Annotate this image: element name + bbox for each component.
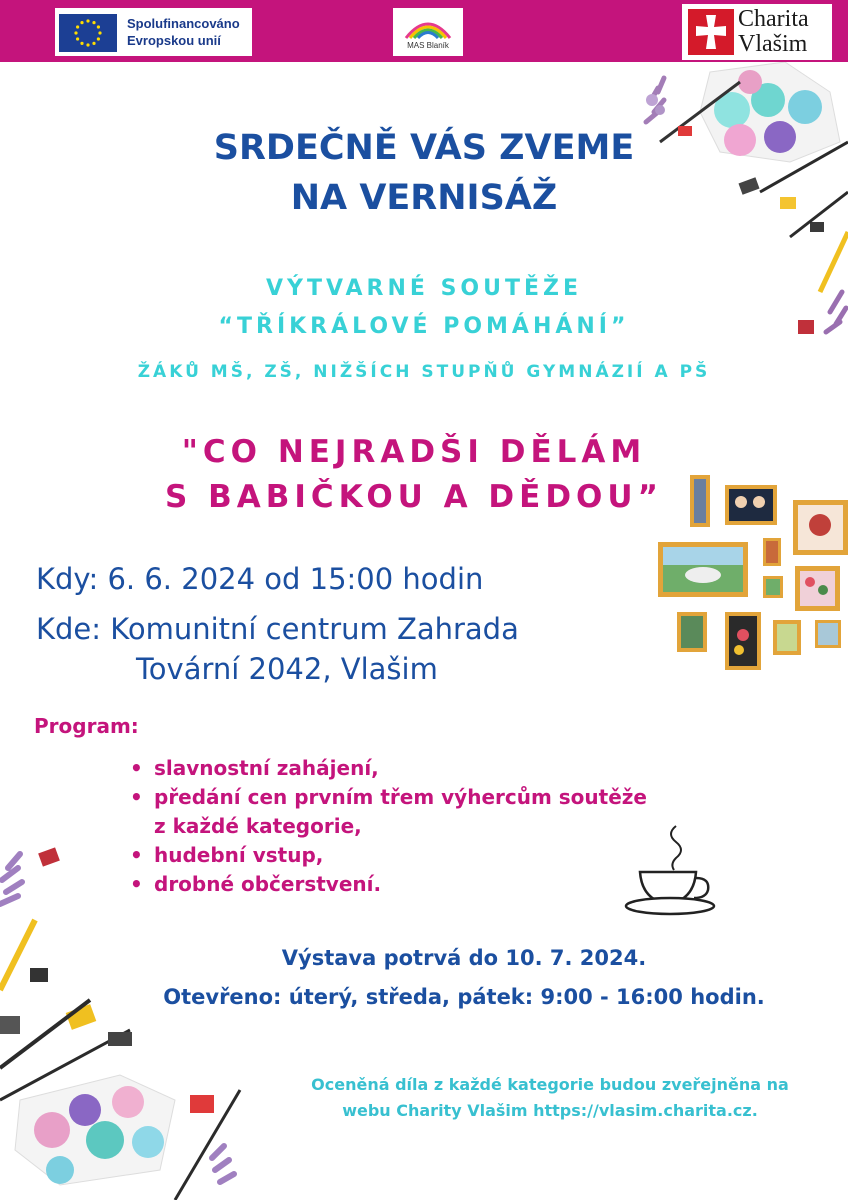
charita-cross-icon bbox=[688, 9, 734, 55]
program-title: Program: bbox=[34, 714, 139, 738]
eu-logo bbox=[55, 8, 252, 56]
note-line1: Oceněná díla z každé kategorie budou zveřejněna na bbox=[311, 1075, 789, 1094]
event-address: Tovární 2042, Vlašim bbox=[136, 652, 438, 686]
charita-text-line1: Charita bbox=[738, 6, 809, 32]
bullet: • bbox=[130, 756, 143, 780]
bullet: • bbox=[130, 785, 143, 809]
event-where: Kde: Komunitní centrum Zahrada bbox=[36, 612, 519, 646]
publication-note bbox=[270, 1072, 830, 1124]
event-when: Kdy: 6. 6. 2024 od 15:00 hodin bbox=[36, 562, 484, 596]
contest-line3: ŽÁKŮ MŠ, ZŠ, NIŽŠÍCH STUPŇŮ GYMNÁZIÍ A PŠ bbox=[137, 362, 711, 382]
invitation-line2: NA VERNISÁŽ bbox=[290, 178, 558, 218]
program-item-continuation: z každé kategorie, bbox=[154, 814, 362, 838]
invitation-heading bbox=[0, 123, 848, 223]
rainbow-icon bbox=[403, 14, 453, 40]
list-item bbox=[130, 841, 647, 870]
list-item bbox=[130, 783, 647, 841]
contest-line2: “TŘÍKRÁLOVÉ POMÁHÁNÍ” bbox=[218, 314, 630, 339]
program-item-text: slavnostní zahájení, bbox=[154, 756, 379, 780]
mas-label: MAS Blaník bbox=[407, 41, 449, 50]
exhibition-hours: Otevřeno: úterý, středa, pátek: 9:00 - 16:00 hodin. bbox=[163, 985, 765, 1009]
list-item bbox=[130, 870, 647, 899]
theme-line2: S BABIČKOU A DĚDOU” bbox=[165, 479, 663, 515]
charita-text-line2: Vlašim bbox=[738, 31, 808, 57]
program-item-text: předání cen prvním třem výhercům soutěže bbox=[154, 785, 647, 809]
charita-logo bbox=[682, 4, 832, 60]
invitation-line1: SRDEČNĚ VÁS ZVEME bbox=[213, 128, 635, 168]
mas-blanik-logo bbox=[393, 8, 463, 56]
note-line2: webu Charity Vlašim https://vlasim.charita.cz. bbox=[342, 1101, 758, 1120]
eu-flag-icon bbox=[59, 14, 117, 52]
eu-text-line2: Evropskou unií bbox=[127, 33, 221, 48]
bullet: • bbox=[130, 843, 143, 867]
top-banner bbox=[0, 0, 848, 62]
eu-text-line1: Spolufinancováno bbox=[127, 16, 240, 31]
theme-line1: "CO NEJRADŠI DĚLÁM bbox=[181, 434, 647, 470]
program-item-text: hudební vstup, bbox=[154, 843, 324, 867]
exhibition-duration: Výstava potrvá do 10. 7. 2024. bbox=[281, 946, 647, 970]
program-list bbox=[130, 754, 647, 899]
program-item-text: drobné občerstvení. bbox=[154, 872, 382, 896]
contest-line1: VÝTVARNÉ SOUTĚŽE bbox=[266, 276, 582, 301]
list-item bbox=[130, 754, 647, 783]
bullet: • bbox=[130, 872, 143, 896]
